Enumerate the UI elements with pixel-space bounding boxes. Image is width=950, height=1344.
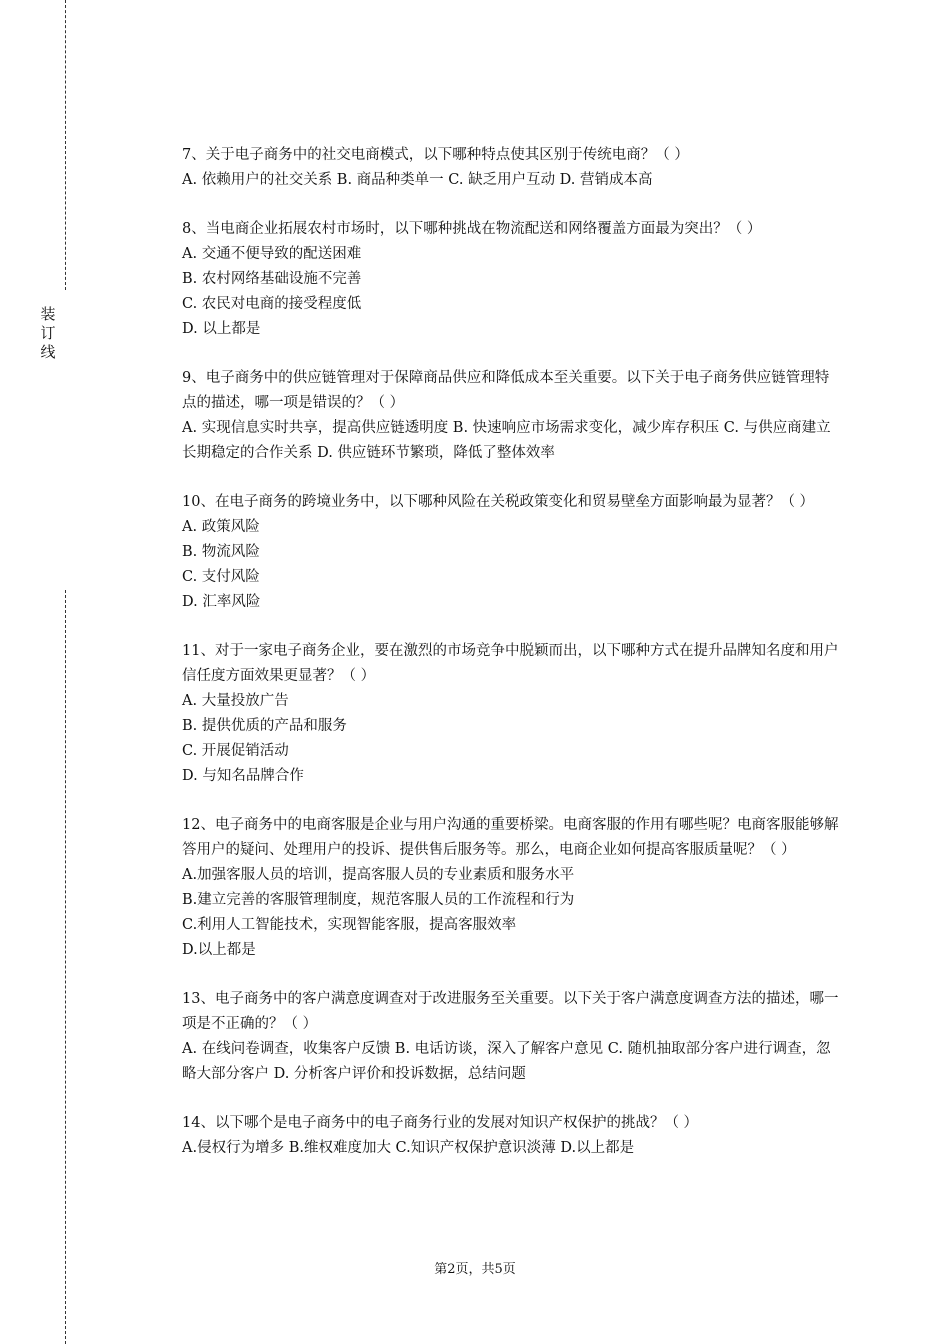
option-line: D. 汇率风险 bbox=[182, 594, 261, 610]
question-text: 7、关于电子商务中的社交电商模式，以下哪种特点使其区别于传统电商？（ ） bbox=[182, 147, 689, 163]
question-text: 8、当电商企业拓展农村市场时，以下哪种挑战在物流配送和网络覆盖方面最为突出？（ ） bbox=[182, 221, 762, 237]
option-line: A.加强客服人员的培训，提高客服人员的专业素质和服务水平 bbox=[182, 867, 575, 883]
question-9 bbox=[182, 366, 840, 466]
option-line: B. 物流风险 bbox=[182, 544, 260, 560]
option-line: C. 开展促销活动 bbox=[182, 743, 289, 759]
option-line: D. 以上都是 bbox=[182, 321, 261, 337]
question-7 bbox=[182, 143, 840, 193]
question-text: 14、以下哪个是电子商务中的电子商务行业的发展对知识产权保护的挑战？（ ） bbox=[182, 1115, 699, 1131]
question-10 bbox=[182, 490, 840, 615]
option-line: A. 实现信息实时共享，提高供应链透明度 B. 快速响应市场需求变化，减少库存积压 C. 与供应商建立长期稳定的合作关系 D. 供应链环节繁琐，降低了整体效率 bbox=[182, 420, 831, 461]
option-line: B. 提供优质的产品和服务 bbox=[182, 718, 347, 734]
question-11 bbox=[182, 639, 840, 789]
question-12 bbox=[182, 813, 840, 963]
option-line: C. 农民对电商的接受程度低 bbox=[182, 296, 362, 312]
option-line: C. 支付风险 bbox=[182, 569, 260, 585]
page-footer: 第2页，共5页 bbox=[434, 1262, 516, 1277]
question-text: 11、对于一家电子商务企业，要在激烈的市场竞争中脱颖而出，以下哪种方式在提升品牌知名度和用户信任度方面效果更显著？（ ） bbox=[182, 643, 839, 684]
question-14 bbox=[182, 1111, 840, 1161]
option-line: D.以上都是 bbox=[182, 942, 256, 958]
option-line: A. 政策风险 bbox=[182, 519, 260, 535]
option-line: B. 农村网络基础设施不完善 bbox=[182, 271, 362, 287]
question-13 bbox=[182, 987, 840, 1087]
question-8 bbox=[182, 217, 840, 342]
option-line: A. 交通不便导致的配送困难 bbox=[182, 246, 362, 262]
question-text: 12、电子商务中的电商客服是企业与用户沟通的重要桥梁。电商客服的作用有哪些呢？电商客服能够解答用户的疑问、处理用户的投诉、提供售后服务等。那么，电商企业如何提高客服质量呢？（ ） bbox=[182, 817, 839, 858]
binding-label bbox=[38, 305, 58, 362]
option-line: B.建立完善的客服管理制度，规范客服人员的工作流程和行为 bbox=[182, 892, 575, 908]
binding-char: 订 bbox=[40, 324, 56, 342]
binding-char: 装 bbox=[40, 305, 56, 323]
question-text: 10、在电子商务的跨境业务中，以下哪种风险在关税政策变化和贸易壁垒方面影响最为显著？（ ） bbox=[182, 494, 815, 510]
option-line: C.利用人工智能技术，实现智能客服，提高客服效率 bbox=[182, 917, 517, 933]
binding-char: 线 bbox=[40, 343, 56, 361]
question-list bbox=[182, 143, 840, 1185]
option-line: A.侵权行为增多 B.维权难度加大 C.知识产权保护意识淡薄 D.以上都是 bbox=[182, 1140, 635, 1156]
question-text: 13、电子商务中的客户满意度调查对于改进服务至关重要。以下关于客户满意度调查方法的描述，哪一项是不正确的？（ ） bbox=[182, 991, 839, 1032]
option-line: A. 依赖用户的社交关系 B. 商品种类单一 C. 缺乏用户互动 D. 营销成本高 bbox=[182, 172, 653, 188]
option-line: A. 在线问卷调查，收集客户反馈 B. 电话访谈，深入了解客户意见 C. 随机抽取部分客户进行调查，忽略大部分客户 D. 分析客户评价和投诉数据，总结问题 bbox=[182, 1041, 831, 1082]
option-line: A. 大量投放广告 bbox=[182, 693, 289, 709]
binding-line-top bbox=[65, 0, 66, 290]
binding-line-bottom bbox=[65, 590, 66, 1344]
question-text: 9、电子商务中的供应链管理对于保障商品供应和降低成本至关重要。以下关于电子商务供应链管理特点的描述，哪一项是错误的？（ ） bbox=[182, 370, 830, 411]
option-line: D. 与知名品牌合作 bbox=[182, 768, 304, 784]
